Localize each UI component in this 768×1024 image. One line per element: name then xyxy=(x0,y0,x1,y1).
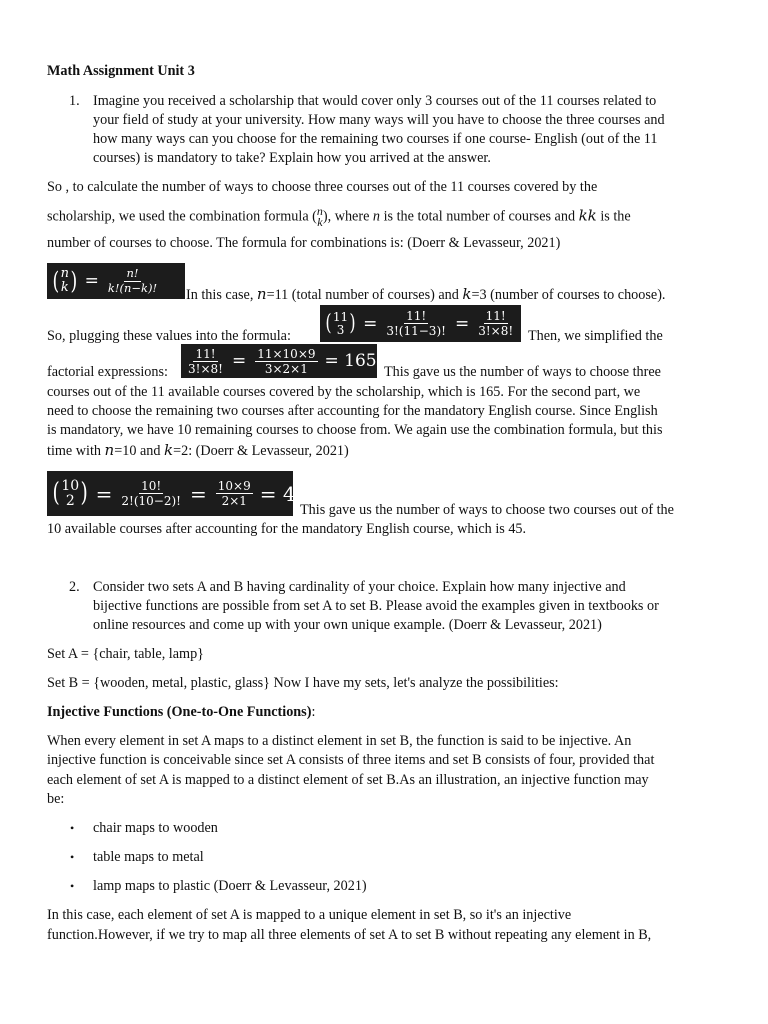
paragraph-line: need to choose the remaining two courses after accounting for the mandatory English course. Since English xyxy=(47,403,658,419)
inline-binomial xyxy=(317,206,323,228)
numerator: 11! xyxy=(406,309,427,323)
math-var: kk xyxy=(578,206,597,225)
paragraph-line: courses out of the 11 available courses covered by the scholarship, which is 165. For the second part, we xyxy=(47,384,641,400)
paragraph-line: This gave us the number of ways to choose three xyxy=(384,364,661,380)
q2-line: online resources and come up with your own unique example. (Doerr & Levasseur, 2021) xyxy=(93,617,602,633)
q2-number: 2. xyxy=(69,579,80,595)
math-var: n xyxy=(104,441,115,459)
text-span: =11 (total number of courses) and xyxy=(266,287,463,303)
binomial: ( n k ) xyxy=(52,265,78,295)
paragraph-line: When every element in set A maps to a distinct element in set B, the function is said to be injective. An xyxy=(47,733,632,749)
paragraph-line xyxy=(47,441,349,460)
list-item: chair maps to wooden xyxy=(93,820,218,836)
paragraph-line xyxy=(186,285,665,304)
numerator: 11×10×9 xyxy=(257,346,316,361)
denominator: 2!(10−2)! xyxy=(121,494,181,508)
equals-sign: = xyxy=(84,271,99,291)
denominator: 3!(11−3)! xyxy=(386,324,446,338)
q1-line: Imagine you received a scholarship that would cover only 3 courses out of the 11 courses related to xyxy=(93,93,657,109)
paragraph-line: So, plugging these values into the formula: xyxy=(47,328,291,344)
bullet-glyph: • xyxy=(70,879,75,893)
result: = 45 xyxy=(259,481,309,506)
binom-bottom: k xyxy=(60,280,69,295)
equation-second-combination xyxy=(47,471,309,516)
equation-combination-formula xyxy=(47,263,185,299)
equals-sign: = xyxy=(363,313,378,334)
binom-bottom: 3 xyxy=(336,322,345,337)
binomial: ( 10 2 ) xyxy=(52,477,89,509)
binom-bottom: k xyxy=(317,215,323,229)
paragraph-line: be: xyxy=(47,791,65,807)
math-var: k xyxy=(462,285,472,303)
set-b-definition: Set B = {wooden, metal, plastic, glass} Now I have my sets, let's analyze the possibilities: xyxy=(47,675,559,691)
heading-text: Injective Functions (One-to-One Functions) xyxy=(47,704,312,720)
text-span: is the total number of courses and xyxy=(380,208,579,225)
q1-line: courses) is mandatory to take? Explain how you arrived at the answer. xyxy=(93,150,491,166)
set-a-definition: Set A = {chair, table, lamp} xyxy=(47,646,204,662)
bullet-glyph: • xyxy=(70,821,75,835)
list-item: table maps to metal xyxy=(93,849,204,865)
numerator: 10×9 xyxy=(217,479,251,493)
equals-sign: = xyxy=(95,481,113,506)
q1-number: 1. xyxy=(69,93,80,109)
bullet-glyph: • xyxy=(70,850,75,864)
math-var: k xyxy=(164,441,174,459)
paragraph-line: In this case, each element of set A is mapped to a unique element in set B, so it's an injective xyxy=(47,907,572,923)
binom-top: n xyxy=(316,204,323,218)
paragraph-line: each element of set A is mapped to a distinct element of set B.As an illustration, an injective function may xyxy=(47,772,649,788)
binom-top: 10 xyxy=(61,477,80,494)
q1-line: your field of study at your university. How many ways will you have to choose the three courses and xyxy=(93,112,665,128)
equation-plugging-values xyxy=(320,305,521,342)
binomial: ( 11 3 ) xyxy=(325,309,356,337)
text-span: ), where xyxy=(322,208,373,225)
denominator: 3!×8! xyxy=(478,324,514,338)
denominator: 2×1 xyxy=(221,494,247,508)
section-heading xyxy=(47,703,315,721)
paragraph-line: number of courses to choose. The formula for combinations is: (Doerr & Levasseur, 2021) xyxy=(47,235,561,251)
binom-bottom: 2 xyxy=(65,492,75,509)
paragraph-line: 10 available courses after accounting for the mandatory English course, which is 45. xyxy=(47,521,527,537)
equals-sign: = xyxy=(231,351,247,371)
q2-line: Consider two sets A and B having cardinality of your choice. Explain how many injective and xyxy=(93,579,626,595)
math-var: n xyxy=(256,285,267,303)
list-item: lamp maps to plastic (Doerr & Levasseur, 2021) xyxy=(93,878,367,894)
fraction xyxy=(216,480,253,507)
math-var: n xyxy=(372,208,381,225)
equals-sign: = xyxy=(189,481,207,506)
denominator: 3×2×1 xyxy=(264,361,308,376)
text-span: =10 and xyxy=(114,443,164,459)
page-title: Math Assignment Unit 3 xyxy=(47,63,195,79)
denominator: 3!×8! xyxy=(188,361,223,376)
text-span: is the xyxy=(596,208,631,225)
result: = 165 xyxy=(324,351,377,371)
fraction xyxy=(255,348,317,375)
numerator: 10! xyxy=(141,479,162,493)
numerator: 11! xyxy=(195,346,216,361)
text-span: =3 (number of courses to choose). xyxy=(471,287,666,303)
binom-top: n xyxy=(60,266,70,282)
paragraph-line: factorial expressions: xyxy=(47,364,168,380)
equation-factorial-simplification xyxy=(181,344,377,378)
fraction xyxy=(108,268,157,294)
text-span: scholarship, we used the combination formula ( xyxy=(47,208,317,225)
paragraph-line: function.However, if we try to map all three elements of set A to set B without repeating any element in B, xyxy=(47,927,652,943)
numerator: 11! xyxy=(485,309,506,323)
q2-line: bijective functions are possible from set A to set B. Please avoid the examples given in textbooks or xyxy=(93,598,659,614)
fraction xyxy=(386,310,446,337)
fraction xyxy=(188,348,223,375)
paragraph-line: injective function is conceivable since set A consists of three items and set B consists of four, provided that xyxy=(47,752,655,768)
paragraph-line: This gave us the number of ways to choose two courses out of the xyxy=(300,502,674,518)
paragraph-line: So , to calculate the number of ways to choose three courses out of the 11 courses covered by the xyxy=(47,179,598,195)
fraction xyxy=(121,480,181,507)
text-span: =2: (Doerr & Levasseur, 2021) xyxy=(173,443,349,459)
equals-sign: = xyxy=(454,313,470,334)
paragraph-line: Then, we simplified the xyxy=(528,328,663,344)
numerator: n! xyxy=(126,266,139,280)
paragraph-line: is mandatory, we have 10 remaining courses to choose from. We again use the combination formula, but this xyxy=(47,422,663,438)
text-span: In this case, xyxy=(186,287,257,303)
paragraph-line xyxy=(47,206,631,228)
denominator: k!(n−k)! xyxy=(107,280,158,295)
text-span: time with xyxy=(47,443,105,459)
fraction xyxy=(478,310,513,337)
q1-line: how many ways can you choose for the remaining two courses if one course- English (out of the 11 xyxy=(93,131,658,147)
binom-top: 11 xyxy=(332,309,349,324)
heading-colon: : xyxy=(311,704,316,720)
